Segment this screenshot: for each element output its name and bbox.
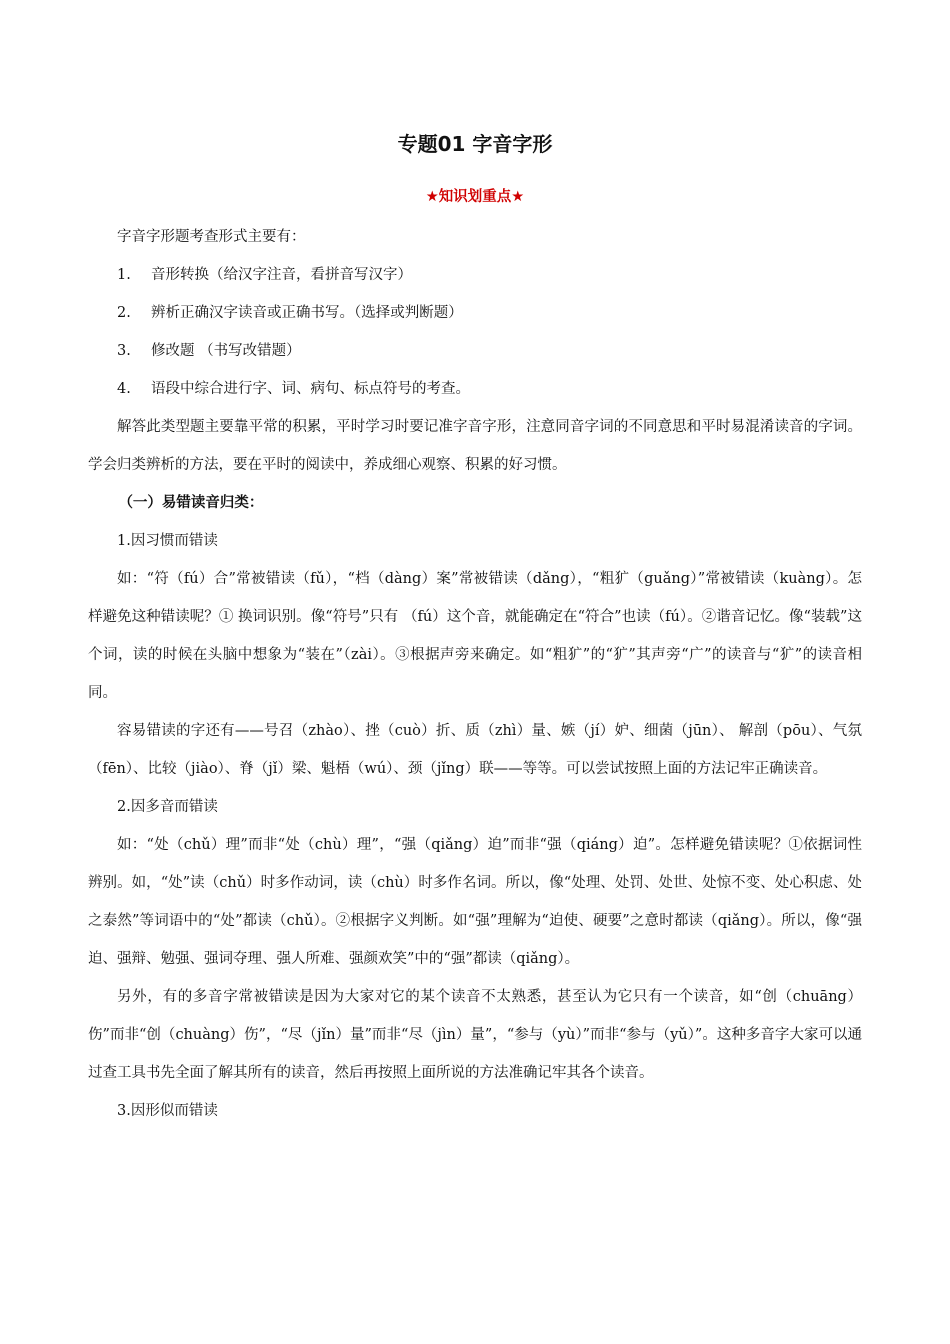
- advice-paragraph: 解答此类型题主要靠平常的积累，平时学习时要记准字音字形，注意同音字词的不同意思和平时易混淆读音的字词。学会归类辨析的方法，要在平时的阅读中，养成细心观察、积累的好习惯。: [88, 419, 862, 473]
- list-text: 音形转换（给汉字注音，看拼音写汉字）: [151, 267, 412, 283]
- body-paragraph: 如：“符（fú）合”常被错读（fǔ），“档（dàng）案”常被错读（dǎng），“粗犷（guǎng）”常被错读（kuàng）。怎样避免这种错读呢？① 换词识别。像“符号”只有 （fú）这个音，就能确定在“符合”也读（fú）。②谐音记忆。像“装载”这个词，读的时候在头脑中想象为“装在”（zài）。③根据声旁来确定。如“粗犷”的“犷”其声旁“广”的读音与“犷”的读音相同。: [88, 571, 862, 701]
- body-paragraph: 容易错读的字还有——号召（zhào）、挫（cuò）折、质（zhì）量、嫉（jí）妒、细菌（jūn）、 解剖（pōu）、气氛（fēn）、比较（jiào）、脊（jǐ）梁、魁梧（wú）、颈（jǐng）联——等等。可以尝试按照上面的方法记牢正确读音。: [88, 723, 862, 777]
- intro-paragraph: 字音字形题考查形式主要有：: [117, 229, 306, 245]
- subsection-heading: 1.因习惯而错读: [117, 533, 218, 549]
- subsection-heading: 2.因多音而错读: [117, 799, 218, 815]
- list-text: 语段中综合进行字、词、病句、标点符号的考查。: [151, 381, 470, 397]
- list-item: [88, 370, 862, 408]
- list-item: [88, 294, 862, 332]
- list-text: 辨析正确汉字读音或正确书写。（选择或判断题）: [151, 305, 463, 321]
- section-heading: （一）易错读音归类：: [118, 495, 264, 511]
- document-title: 专题01 字音字形: [397, 132, 553, 156]
- list-number: 2.: [117, 305, 131, 321]
- list-text: 修改题 （书写改错题）: [151, 343, 301, 359]
- list-item: [88, 332, 862, 370]
- list-item: [88, 256, 862, 294]
- document-page: [88, 124, 862, 1130]
- body-paragraph: 如：“处（chǔ）理”而非“处（chù）理”，“强（qiǎng）迫”而非“强（qiáng）迫”。怎样避免错读呢？①依据词性辨别。如，“处”读（chǔ）时多作动词，读（chù）时多作名词。所以，像“处理、处罚、处世、处惊不变、处心积虑、处之泰然”等词语中的“处”都读（chǔ）。②根据字义判断。如“强”理解为“迫使、硬要”之意时都读（qiǎng）。所以，像“强迫、强辩、勉强、强词夺理、强人所难、强颜欢笑”中的“强”都读（qiǎng）。: [88, 837, 862, 967]
- list-number: 4.: [117, 381, 131, 397]
- list-number: 3.: [117, 343, 131, 359]
- list-number: 1.: [117, 267, 131, 283]
- subsection-heading: 3.因形似而错读: [117, 1103, 218, 1119]
- body-paragraph: 另外，有的多音字常被错读是因为大家对它的某个读音不太熟悉，甚至认为它只有一个读音，如“创（chuāng）伤”而非“创（chuàng）伤”，“尽（jǐn）量”而非“尽（jìn）量”，“参与（yù）”而非“参与（yǔ）”。这种多音字大家可以通过查工具书先全面了解其所有的读音，然后再按照上面所说的方法准确记牢其各个读音。: [88, 989, 862, 1081]
- document-subtitle: ★知识划重点★: [425, 189, 525, 205]
